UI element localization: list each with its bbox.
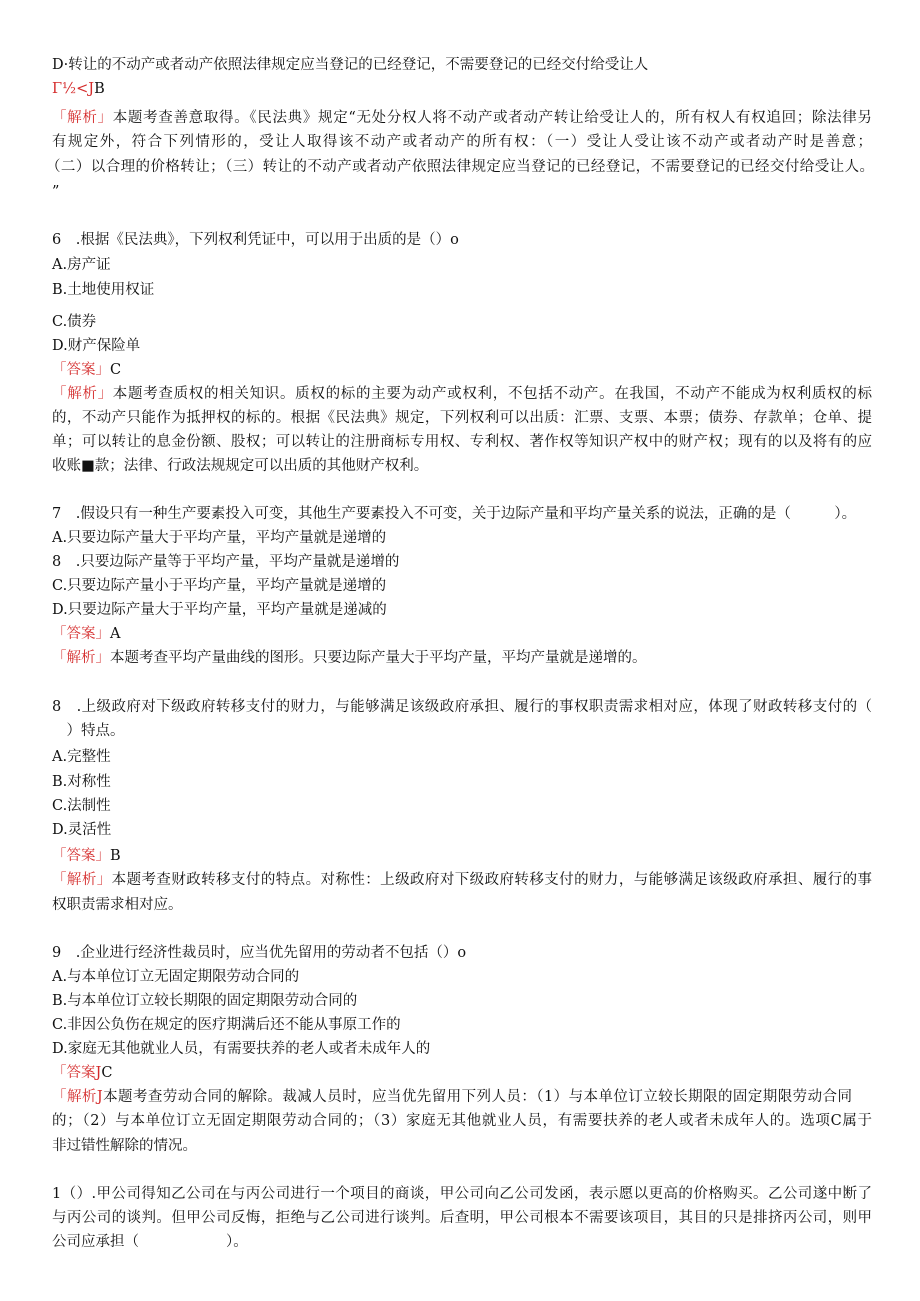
answer-label: 「答案J <box>52 1065 102 1081</box>
option: A.只要边际产量大于平均产量，平均产量就是递增的 <box>52 530 387 546</box>
answer-value: B <box>110 848 121 864</box>
question-6: 6 .根据《民法典》，下列权利凭证中，可以用于出质的是（）o <box>52 232 459 248</box>
question-10-cont: 公司应承担（ ）。 <box>52 1234 248 1250</box>
question-8-cont: ）特点。 <box>52 723 125 739</box>
analysis-line: 「解析」本题考查财政转移支付的特点。对称性：上级政府对下级政府转移支付的财力，与能够满足该级政府承担、履行的事 <box>52 872 873 888</box>
answer-value: C <box>101 1065 113 1081</box>
analysis-line: 「解析」本题考查质权的相关知识。质权的标的主要为动产或权利，不包括不动产。在我国，不动产不能成为权利质权的标 <box>52 386 872 402</box>
answer-label: 「答案」 <box>52 362 110 378</box>
question-9: 9 .企业进行经济性裁员时，应当优先留用的劳动者不包括（）o <box>52 945 467 961</box>
answer-value: A <box>110 626 121 642</box>
analysis-line: 收账■款；法律、行政法规规定可以出质的其他财产权利。 <box>52 458 429 474</box>
question-7: 7 .假设只有一种生产要素投入可变，其他生产要素投入不可变，关于边际产量和平均产量关系的说法，正确的是（ ）。 <box>52 506 857 522</box>
analysis-line: 非过错性解除的情况。 <box>52 1138 197 1154</box>
option: D.家庭无其他就业人员，有需要扶养的老人或者未成年人的 <box>52 1041 431 1057</box>
option: D.财产保险单 <box>52 338 141 354</box>
option: D.灵活性 <box>52 822 112 838</box>
analysis-line: 的，不动产只能作为抵押权的标的。根据《民法典》规定，下列权利可以出质：汇票、支票、本票；债券、存款单；仓单、提 <box>52 410 872 426</box>
answer <box>52 1063 112 1083</box>
answer <box>52 79 105 99</box>
answer-label: 「答案」 <box>52 848 110 864</box>
analysis-line: 有规定外，符合下列情形的，受让人取得该不动产或者动产的所有权：（一）受让人受让该不动产或者动产时是善意； <box>52 134 872 150</box>
analysis-label: 「解析」 <box>52 110 113 126</box>
analysis-label: 「解析」 <box>52 386 113 402</box>
analysis-label: 「解析」 <box>52 650 110 666</box>
option: C.债券 <box>52 314 97 330</box>
option: C.只要边际产量小于平均产量，平均产量就是递增的 <box>52 578 387 594</box>
analysis-line: 「解析J本题考查劳动合同的解除。裁减人员时，应当优先留用下列人员：（1）与本单位订立较长期限的固定期限劳动合同 <box>52 1089 852 1105</box>
analysis-line: 的；（2）与本单位订立无固定期限劳动合同的；（3）家庭无其他就业人员，有需要扶养的老人或者未成年人的。选项C属于 <box>52 1113 872 1129</box>
option: C.非因公负伤在规定的医疗期满后还不能从事原工作的 <box>52 1017 401 1033</box>
analysis-label: 「解析J <box>52 1089 103 1105</box>
analysis-line: （二）以合理的价格转让；（三）转让的不动产或者动产依照法律规定应当登记的已经登记，不需要登记的已经交付给受让人。 <box>46 159 874 175</box>
analysis-line: 「解析」本题考查平均产量曲线的图形。只要边际产量大于平均产量，平均产量就是递增的。 <box>52 650 647 666</box>
analysis-line: 权职责需求相对应。 <box>52 897 183 913</box>
option: 8 .只要边际产量等于平均产量，平均产量就是递增的 <box>52 554 400 570</box>
analysis-line: 「解析」本题考查善意取得。《民法典》规定“无处分权人将不动产或者动产转让给受让人的，所有权人有权追回；除法律另 <box>52 110 872 126</box>
option: A.完整性 <box>52 749 111 765</box>
option-d: D·转让的不动产或者动产依照法律规定应当登记的已经登记，不需要登记的已经交付给受让人 <box>52 57 649 73</box>
option: A.与本单位订立无固定期限劳动合同的 <box>52 969 300 985</box>
answer-value: C <box>110 362 122 378</box>
option: B.与本单位订立较长期限的固定期限劳动合同的 <box>52 993 358 1009</box>
option: D.只要边际产量大于平均产量，平均产量就是递减的 <box>52 602 387 618</box>
option: C.法制性 <box>52 798 111 814</box>
answer-label: 「答案」 <box>52 626 110 642</box>
answer <box>52 360 121 380</box>
option: B.土地使用权证 <box>52 282 155 298</box>
answer-value: B <box>94 81 105 97</box>
question-8: 8 .上级政府对下级政府转移支付的财力，与能够满足该级政府承担、履行的事权职责需求相对应，体现了财政转移支付的（ <box>52 699 872 715</box>
option: A.房产证 <box>52 257 111 273</box>
question-10: 1（）.甲公司得知乙公司在与丙公司进行一个项目的商谈，甲公司向乙公司发函，表示愿以更高的价格购买。乙公司遂中断了 <box>52 1186 872 1202</box>
question-10-cont: 与丙公司的谈判。但甲公司反悔，拒绝与乙公司进行谈判。后查明，甲公司根本不需要该项目，其目的只是排挤丙公司，则甲 <box>52 1210 872 1226</box>
option: B.对称性 <box>52 774 111 790</box>
analysis-label: 「解析」 <box>52 872 112 888</box>
analysis-line: 单；可以转让的息金份额、股权；可以转让的注册商标专用权、专利权、著作权等知识产权中的财产权；现有的以及将有的应 <box>52 434 872 450</box>
answer <box>52 846 121 866</box>
answer <box>52 624 120 644</box>
analysis-line: ” <box>52 184 60 200</box>
answer-label: Γ½<J <box>52 81 95 97</box>
